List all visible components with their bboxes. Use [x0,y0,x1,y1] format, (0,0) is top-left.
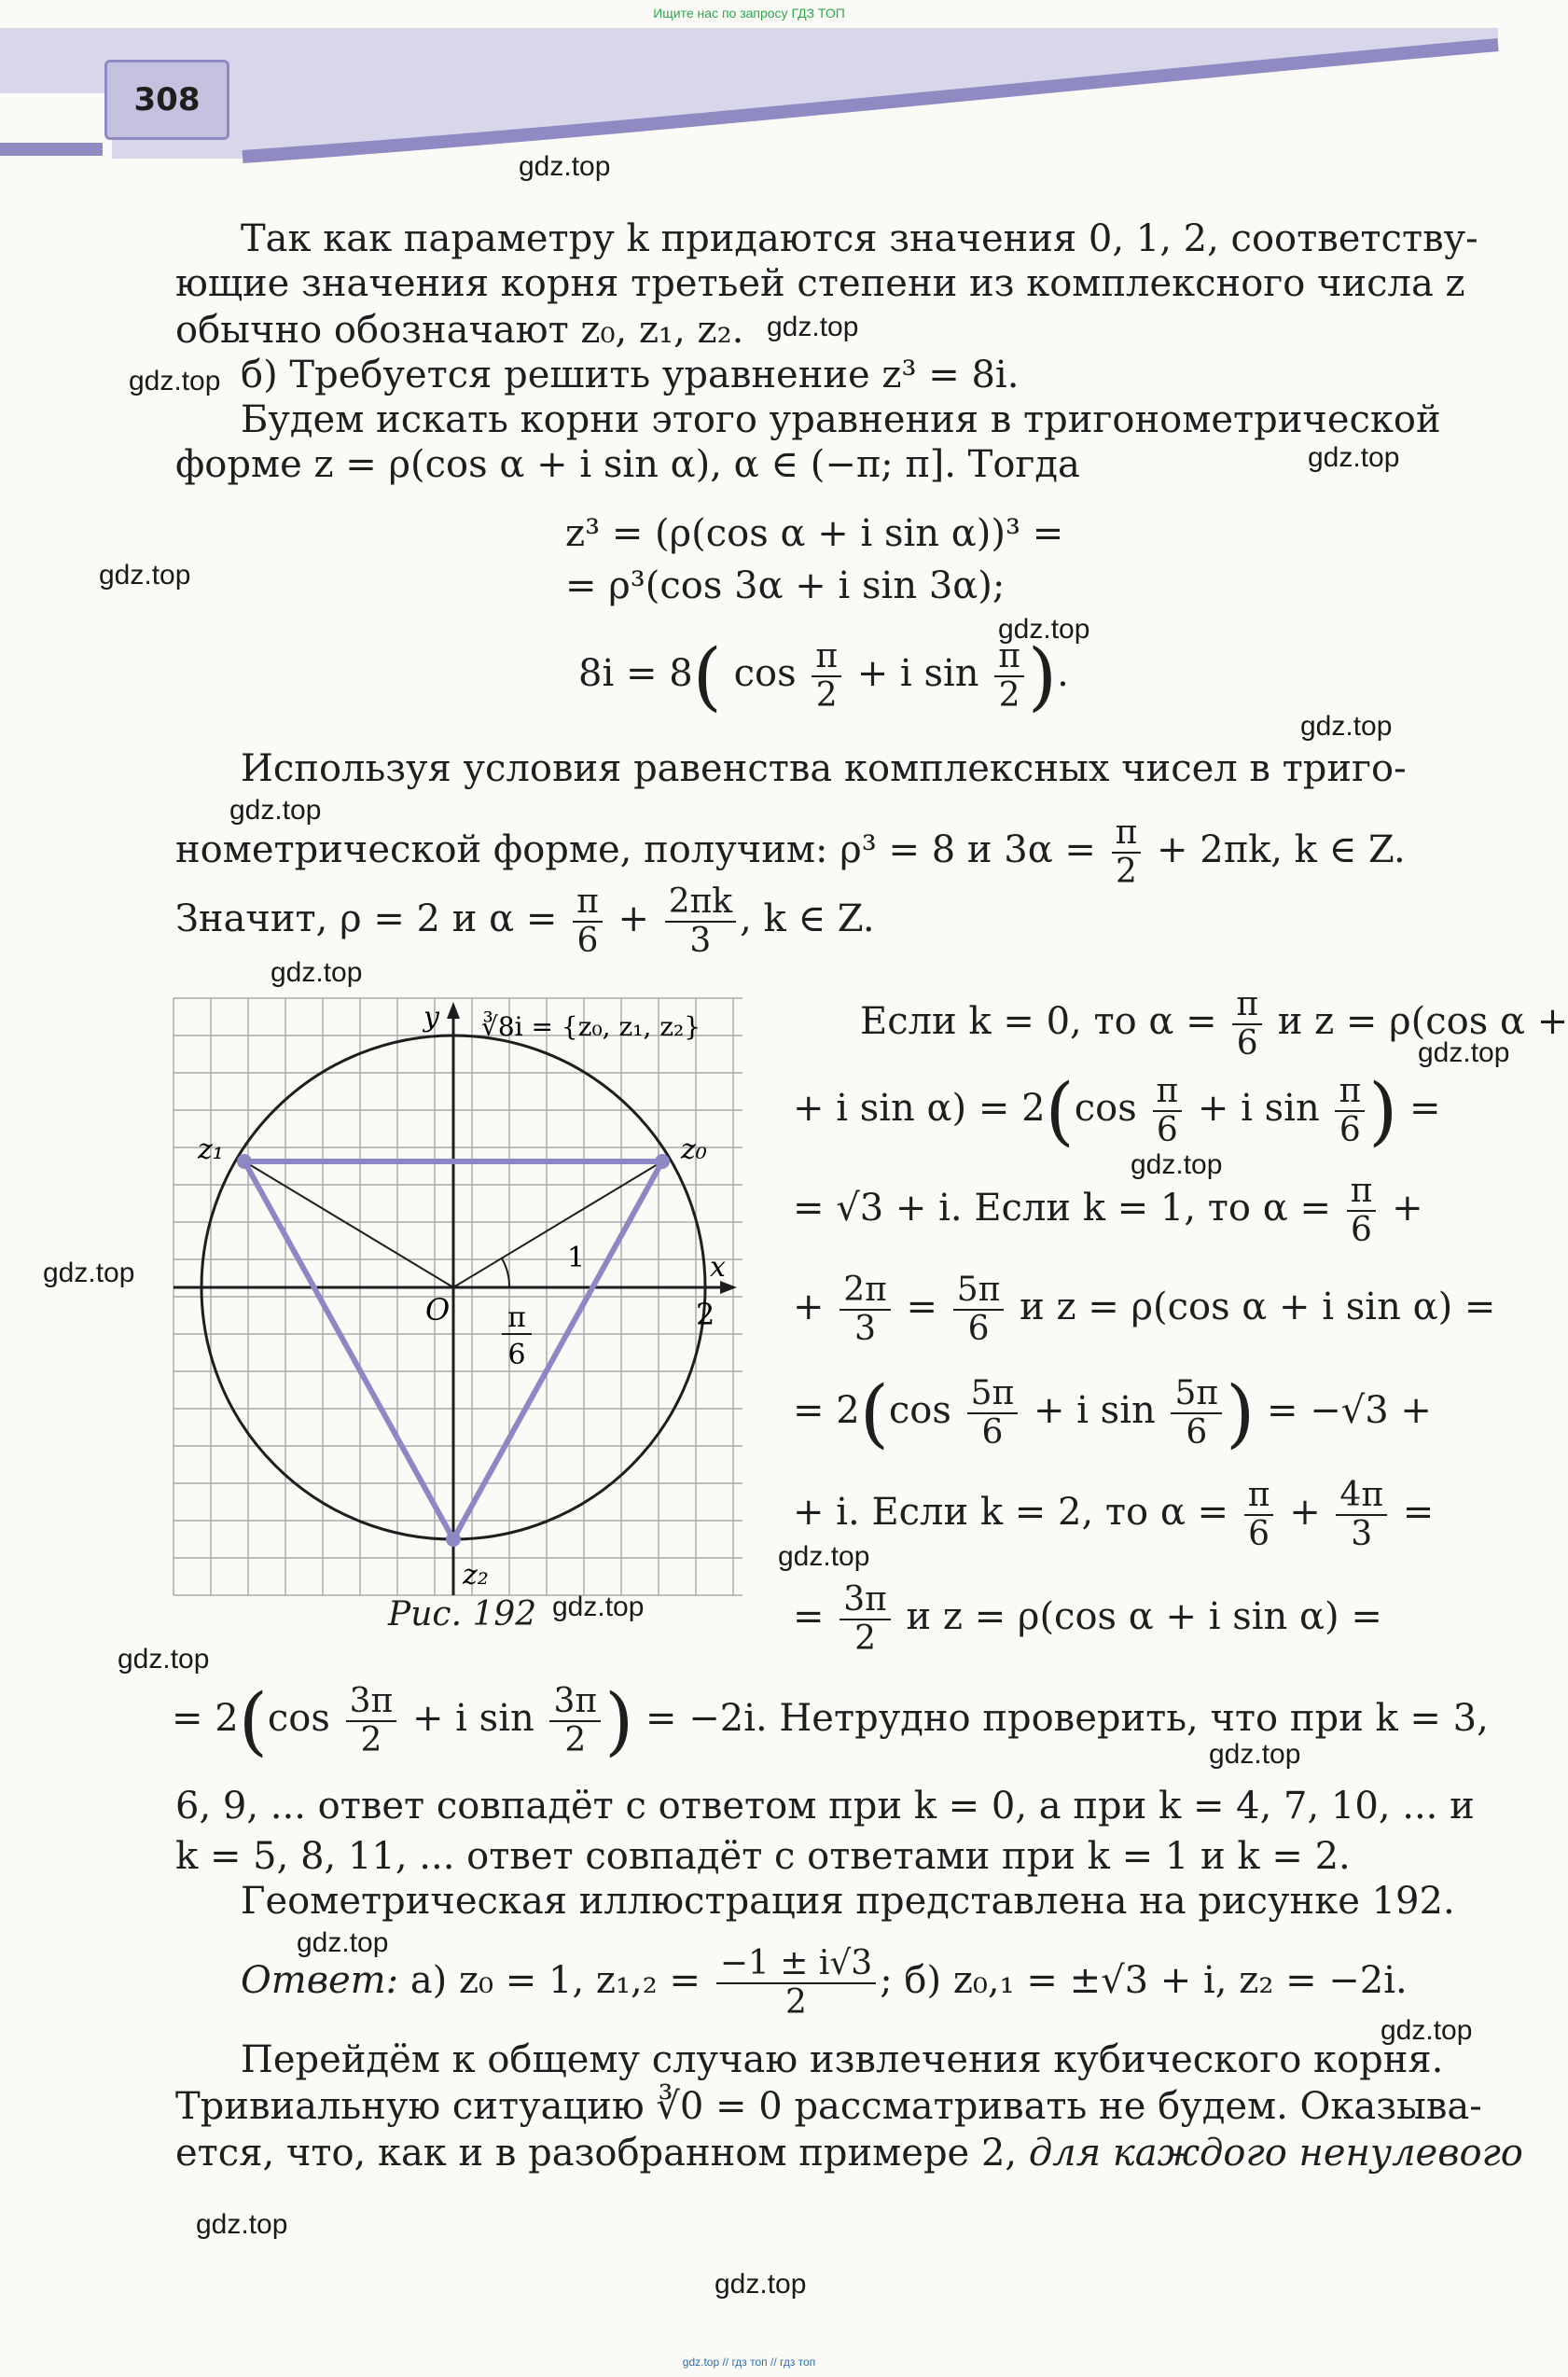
watermark[interactable]: gdz.top [1300,711,1393,742]
p6-line1: Перейдём к общему случаю извлечения кубического корня. [241,2038,1444,2081]
angle-arc [502,1258,509,1287]
point-z0 [655,1154,670,1169]
right-line-1: Если k = 0, то α = $\frac{\pi}{6}$ и z = ρ(cos α + [860,985,1568,1063]
watermark[interactable]: gdz.top [998,614,1090,645]
answer-line: Ответ: а) z₀ = 1, z₁,₂ = $\frac{-1 \pm i√3}{2}$ ; б) z₀,₁ = ±√3 + i, z₂ = −2i. [241,1944,1408,2022]
watermark[interactable]: gdz.top [1131,1149,1223,1180]
fraction: $\frac{-1 \pm i√3}{2}$ [716,1945,876,2022]
z2-label: z₂ [463,1559,489,1592]
p3-line2: форме z = ρ(cos α + i sin α), α ∈ (−π; π]. Тогда [175,443,1080,486]
fraction: $\frac{\pi}{2}$ [994,638,1024,715]
x-label: x [710,1251,726,1284]
right-line-7: = $\frac{3\pi}{2}$ и z = ρ(cos α + i sin α) = [793,1580,1382,1658]
fraction: $\frac{\pi}{2}$ [1112,814,1142,891]
p6-line3: ется, что, как и в разобранном примере 2, для каждого ненулевого [175,2132,1523,2175]
watermark[interactable]: gdz.top [1308,442,1400,473]
equation-3: 8i = 8( cos $\frac{\pi}{2}$ + i sin $\frac{\pi}{2}$ ). [578,632,1069,719]
watermark[interactable]: gdz.top [129,366,221,396]
fraction: $\frac{2\pi k}{3}$ [665,883,736,960]
fraction: $\frac{\pi}{6}$ [1335,1073,1365,1149]
watermark[interactable]: gdz.top [1209,1739,1301,1770]
line-r9: 6, 9, ... ответ совпадёт с ответом при k = 0, а при k = 4, 7, 10, ... и [175,1785,1475,1828]
eq3-lead: 8i = 8 [578,652,693,695]
eq3-isin: + i sin [856,652,979,695]
equation-1: z³ = (ρ(cos α + i sin α))³ = [565,512,1064,555]
p2-line1: б) Требуется решить уравнение z³ = 8i. [241,354,1020,396]
fraction: $\frac{\pi}{6}$ [1347,1173,1377,1249]
fraction: $\frac{2\pi}{3}$ [840,1272,891,1348]
p5-line: Значит, ρ = 2 и α = $\frac{\pi}{6}$ + $\frac{2\pi k}{3}$ , k ∈ Z. [175,883,875,960]
p4-line2: нометрической форме, получим: ρ³ = 8 и 3α = $\frac{\pi}{2}$ + 2πk, k ∈ Z. [175,813,1406,891]
p1-line2: ющие значения корня третьей степени из комплексного числа z [175,262,1465,305]
figure-192 [173,998,742,1595]
top-banner[interactable]: Ищите нас по запросу ГДЗ ТОП [653,6,845,21]
right-line-2: + i sin α) = 2(cos $\frac{\pi}{6}$ + i sin $\frac{\pi}{6}$ ) = [793,1067,1441,1154]
fraction: $\frac{3\pi}{2}$ [840,1581,891,1658]
y-label: y [423,1001,439,1034]
watermark[interactable]: gdz.top [43,1258,135,1288]
watermark[interactable]: gdz.top [271,957,363,988]
watermark[interactable]: gdz.top [519,151,611,182]
fraction: $\frac{5\pi}{6}$ [967,1375,1019,1452]
eq3-cos: cos [733,652,797,695]
right-line-3: = √3 + i. Если k = 1, то α = $\frac{\pi}{6}$ + [793,1172,1423,1249]
origin-label: O [425,1292,451,1328]
fraction: $\frac{3\pi}{2}$ [346,1683,397,1759]
p6-line2: Тривиальную ситуацию ∛0 = 0 рассматривать не будем. Оказыва- [175,2085,1482,2128]
tick-2: 2 [696,1297,715,1332]
line-r10: k = 5, 8, 11, ... ответ совпадёт с ответами при k = 1 и k = 2. [175,1835,1351,1878]
watermark[interactable]: gdz.top [99,560,191,591]
right-line-6: + i. Если k = 2, то α = $\frac{\pi}{6}$ + $\frac{4\pi}{3}$ = [793,1476,1435,1553]
watermark[interactable]: gdz.top [118,1644,210,1675]
fraction: $\frac{\pi}{2}$ [812,638,841,715]
fraction: $\frac{5\pi}{6}$ [1171,1375,1222,1452]
paren-right: ) [1027,632,1058,719]
fraction: $\frac{4\pi}{3}$ [1336,1477,1387,1553]
figure-caption: Рис. 192 [388,1595,537,1633]
line-r11: Геометрическая иллюстрация представлена на рисунке 192. [241,1880,1455,1923]
p1-line1: Так как параметру k придаются значения 0, 1, 2, соответству- [241,217,1478,260]
p1-line3: обычно обозначают z₀, z₁, z₂. [175,309,744,352]
p4-line1: Используя условия равенства комплексных чисел в триго- [241,747,1407,790]
angle-num: π [507,1301,526,1334]
z1-label: z₁ [198,1133,224,1166]
fraction: $\frac{5\pi}{6}$ [953,1272,1005,1348]
fraction: $\frac{\pi}{6}$ [573,883,603,960]
right-line-4: + $\frac{2\pi}{3}$ = $\frac{5\pi}{6}$ и z = ρ(cos α + i sin α) = [793,1271,1496,1348]
radius-z0 [453,1161,662,1287]
watermark[interactable]: gdz.top [552,1592,645,1622]
watermark[interactable]: gdz.top [1381,2015,1473,2046]
watermark[interactable]: gdz.top [196,2209,288,2240]
z0-label: z₀ [681,1133,707,1166]
radius-z1 [244,1161,453,1287]
fraction: $\frac{\pi}{6}$ [1232,986,1262,1063]
p3-line1: Будем искать корни этого уравнения в тригонометрической [241,398,1441,441]
grid [173,998,742,1595]
fraction: $\frac{\pi}{6}$ [1244,1477,1274,1553]
y-axis-arrow [447,1002,460,1019]
watermark[interactable]: gdz.top [229,795,322,826]
bottom-banner[interactable]: gdz.top // гдз топ // гдз топ [682,2356,816,2369]
point-z1 [237,1154,252,1169]
watermark[interactable]: gdz.top [1418,1037,1510,1068]
tick-1: 1 [567,1242,586,1274]
line-r8: = 2(cos $\frac{3\pi}{2}$ + i sin $\frac{3\pi}{2}$ ) = −2i. Нетрудно проверить, что при k = 3, [172,1677,1489,1764]
fraction: $\frac{\pi}{6}$ [1153,1073,1183,1149]
page-number: 308 [104,60,229,140]
watermark[interactable]: gdz.top [715,2269,807,2300]
paren-left: ( [692,632,722,719]
set-label: ∛8i = {z₀, z₁, z₂} [481,1011,701,1042]
equation-2: = ρ³(cos 3α + i sin 3α); [565,564,1006,607]
point-z2 [446,1532,461,1547]
angle-den: 6 [507,1339,526,1371]
watermark[interactable]: gdz.top [297,1927,389,1958]
watermark[interactable]: gdz.top [767,312,859,342]
fraction: $\frac{3\pi}{2}$ [549,1683,601,1759]
right-line-5: = 2(cos $\frac{5\pi}{6}$ + i sin $\frac{5\pi}{6}$ ) = −√3 + [793,1369,1432,1456]
watermark[interactable]: gdz.top [778,1541,870,1572]
